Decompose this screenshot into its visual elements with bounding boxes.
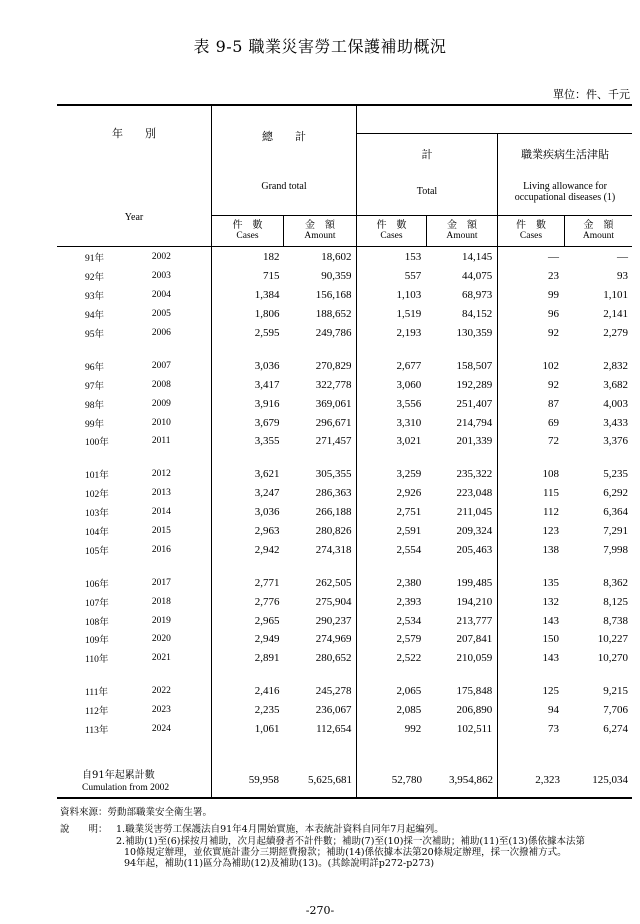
year-header-en: Year bbox=[124, 212, 144, 223]
roc-year: 110年 bbox=[85, 655, 109, 666]
total-amount-cell: 207,841 bbox=[456, 633, 493, 646]
grand-cases-cell: 3,036 bbox=[254, 506, 280, 519]
allowance-amount-cell: 7,706 bbox=[603, 704, 628, 717]
grand-amount-cell: 286,363 bbox=[315, 487, 352, 500]
total-cases-cell: 2,065 bbox=[396, 685, 422, 698]
allowance-amount-cell: 6,274 bbox=[603, 723, 628, 736]
cases-subheader bbox=[498, 220, 564, 242]
ad-year: 2004 bbox=[151, 290, 171, 301]
allowance-amount-cell: 9,215 bbox=[603, 685, 628, 698]
amount-subheader bbox=[284, 220, 356, 242]
allowance-cases-cell: 143 bbox=[542, 614, 560, 627]
table-row bbox=[57, 394, 632, 413]
grand-cases-cell: 1,061 bbox=[254, 723, 280, 736]
cumulative-total-amount: 3,954,862 bbox=[449, 774, 493, 786]
roc-year: 109年 bbox=[85, 636, 109, 647]
grand-cases-cell: 2,235 bbox=[254, 704, 280, 717]
total-cases-cell: 2,926 bbox=[396, 487, 422, 500]
allowance-cases-cell: 72 bbox=[548, 435, 560, 448]
grand-amount-cell: 369,061 bbox=[315, 397, 352, 410]
grand-cases-cell: 3,355 bbox=[254, 435, 280, 448]
amount-zh: 金 額 bbox=[447, 220, 477, 231]
total-amount-cell: 205,463 bbox=[456, 543, 493, 556]
table-row bbox=[57, 592, 632, 611]
total-cases-cell: 2,380 bbox=[396, 576, 422, 589]
roc-year: 103年 bbox=[85, 509, 109, 520]
table-row bbox=[57, 375, 632, 394]
allowance-cases-cell: 108 bbox=[542, 468, 560, 481]
total-amount-cell: 14,145 bbox=[461, 251, 493, 264]
ad-year: 2011 bbox=[151, 436, 171, 447]
allowance-cases-cell: 125 bbox=[542, 685, 560, 698]
roc-year: 104年 bbox=[85, 528, 109, 539]
grand-amount-cell: 236,067 bbox=[315, 704, 352, 717]
grand-cases-cell: 3,417 bbox=[254, 378, 280, 391]
roc-year: 99年 bbox=[85, 419, 105, 430]
allowance-amount-cell: 1,101 bbox=[603, 289, 628, 302]
group-spacer bbox=[57, 559, 632, 573]
allowance-cases-cell: 112 bbox=[542, 506, 560, 519]
roc-year: 98年 bbox=[85, 400, 105, 411]
amount-zh: 金 額 bbox=[583, 220, 614, 231]
ad-year: 2002 bbox=[151, 252, 171, 263]
table-row bbox=[57, 720, 632, 739]
ad-year: 2023 bbox=[151, 705, 171, 716]
allowance-header-en-1: Living allowance for bbox=[523, 181, 607, 192]
table-row bbox=[57, 630, 632, 649]
allowance-cases-cell: 96 bbox=[548, 308, 560, 321]
total-amount-cell: 201,339 bbox=[456, 435, 493, 448]
allowance-amount-cell: 10,227 bbox=[597, 633, 628, 646]
cumulative-label-zh: 自91年起累計數 bbox=[82, 770, 155, 781]
ad-year: 2019 bbox=[151, 615, 171, 626]
cases-zh: 件 數 bbox=[232, 220, 263, 231]
total-amount-cell: 194,210 bbox=[456, 595, 493, 608]
cases-en: Cases bbox=[519, 231, 543, 241]
cases-zh: 件 數 bbox=[376, 220, 407, 231]
total-amount-cell: 68,973 bbox=[461, 289, 493, 302]
ad-year: 2009 bbox=[151, 398, 171, 409]
total-cases-cell: 557 bbox=[404, 270, 422, 283]
grand-amount-cell: 156,168 bbox=[315, 289, 352, 302]
grand-cases-cell: 715 bbox=[263, 270, 280, 283]
roc-year: 106年 bbox=[85, 579, 109, 590]
ad-year: 2008 bbox=[151, 379, 171, 390]
grand-cases-cell: 3,036 bbox=[254, 359, 280, 372]
page-title: 表 9-5 職業災害勞工保護補助概況 bbox=[193, 37, 447, 56]
table-row bbox=[57, 413, 632, 432]
grand-amount-cell: 112,654 bbox=[316, 723, 352, 736]
ad-year: 2012 bbox=[151, 469, 171, 480]
ad-year: 2005 bbox=[151, 309, 171, 320]
table-row bbox=[57, 522, 632, 541]
total-header-en: Total bbox=[416, 186, 438, 197]
header-bottom-rule bbox=[57, 246, 632, 247]
table-row bbox=[57, 484, 632, 503]
allowance-cases-cell: 102 bbox=[542, 359, 560, 372]
grand-amount-cell: 245,278 bbox=[315, 685, 352, 698]
grand-amount-cell: 266,188 bbox=[315, 506, 352, 519]
grand-amount-cell: 274,969 bbox=[315, 633, 352, 646]
allowance-amount-cell: 93 bbox=[617, 270, 628, 283]
ad-year: 2013 bbox=[151, 488, 171, 499]
amount-subheader bbox=[427, 220, 497, 242]
total-cases-cell: 1,519 bbox=[396, 308, 422, 321]
cases-subheader bbox=[357, 220, 426, 242]
ad-year: 2015 bbox=[151, 526, 171, 537]
allowance-amount-cell: 4,003 bbox=[603, 397, 628, 410]
roc-year: 96年 bbox=[85, 362, 105, 373]
cumulative-grand-amount: 5,625,681 bbox=[308, 774, 352, 786]
grand-amount-cell: 322,778 bbox=[315, 378, 352, 391]
top-rule bbox=[57, 104, 632, 106]
allowance-cases-cell: 92 bbox=[548, 327, 560, 339]
cases-subheader bbox=[212, 220, 283, 242]
total-cases-cell: 992 bbox=[404, 723, 422, 736]
notes-label: 說 明： bbox=[60, 824, 108, 835]
grand-cases-cell: 2,771 bbox=[254, 576, 280, 589]
allowance-cases-cell: 23 bbox=[548, 270, 560, 283]
allowance-cases-cell: 135 bbox=[542, 576, 560, 589]
ad-year: 2003 bbox=[151, 271, 171, 282]
source-note: 資料來源：勞動部職業安全衛生署。 bbox=[60, 807, 213, 818]
total-cases-cell: 2,579 bbox=[396, 633, 422, 646]
group-spacer bbox=[57, 451, 632, 465]
page-number: -270- bbox=[305, 904, 335, 917]
note-line: 10條規定辦理，並依實施計畫分三期經費撥款；補助(14)係依據本法第20條規定辦理，採一次撥補方式。 bbox=[124, 847, 567, 858]
total-amount-cell: 130,359 bbox=[456, 327, 493, 339]
roc-year: 95年 bbox=[85, 330, 105, 340]
ad-year: 2007 bbox=[151, 360, 171, 371]
grand-amount-cell: 90,359 bbox=[321, 270, 352, 283]
allowance-cases-cell: 69 bbox=[548, 416, 560, 429]
cumulative-grand-cases: 59,958 bbox=[248, 774, 279, 786]
roc-year: 113年 bbox=[85, 726, 109, 737]
total-cases-cell: 2,085 bbox=[396, 704, 422, 717]
allowance-cases-cell: 150 bbox=[542, 633, 560, 646]
ad-year: 2021 bbox=[151, 653, 171, 664]
table-row bbox=[57, 286, 632, 305]
amount-subheader bbox=[565, 220, 632, 242]
ad-year: 2017 bbox=[151, 577, 171, 588]
table-row bbox=[57, 305, 632, 324]
roc-year: 97年 bbox=[85, 381, 105, 392]
roc-year: 107年 bbox=[85, 598, 109, 609]
total-amount-cell: 223,048 bbox=[456, 487, 493, 500]
grand-amount-cell: 280,652 bbox=[315, 652, 352, 665]
total-cases-cell: 2,522 bbox=[396, 652, 422, 665]
table-row bbox=[57, 503, 632, 522]
roc-year: 100年 bbox=[85, 438, 109, 449]
total-amount-cell: 175,848 bbox=[456, 685, 493, 698]
roc-year: 91年 bbox=[85, 254, 105, 265]
grand-amount-cell: 296,671 bbox=[315, 416, 352, 429]
total-amount-cell: 102,511 bbox=[456, 723, 493, 736]
data-table bbox=[57, 248, 632, 738]
allowance-amount-cell: 7,291 bbox=[603, 525, 628, 538]
total-amount-cell: 158,507 bbox=[456, 359, 493, 372]
note-line: 1.職業災害勞工保護法自91年4月開始實施，本表統計資料自同年7月起編列。 bbox=[116, 824, 444, 835]
grand-amount-cell: 18,602 bbox=[321, 251, 352, 264]
total-amount-cell: 235,322 bbox=[456, 468, 493, 481]
allowance-amount-cell: 7,998 bbox=[603, 543, 628, 556]
grand-cases-cell: 3,247 bbox=[254, 487, 280, 500]
total-cases-cell: 3,021 bbox=[396, 435, 422, 448]
grand-amount-cell: 249,786 bbox=[315, 327, 352, 339]
allowance-amount-cell: 2,141 bbox=[603, 308, 628, 321]
cumulative-allowance-cases: 2,323 bbox=[535, 774, 560, 786]
roc-year: 101年 bbox=[85, 471, 109, 482]
total-amount-cell: 192,289 bbox=[456, 378, 493, 391]
grand-cases-cell: 1,806 bbox=[254, 308, 280, 321]
grand-amount-cell: 270,829 bbox=[315, 359, 352, 372]
ad-year: 2024 bbox=[151, 724, 171, 735]
total-amount-cell: 251,407 bbox=[456, 397, 493, 410]
allowance-cases-cell: 123 bbox=[542, 525, 560, 538]
table-row bbox=[57, 649, 632, 668]
allowance-amount-cell: 10,270 bbox=[597, 652, 628, 665]
allowance-amount-cell: 3,376 bbox=[603, 435, 628, 448]
allowance-cases-cell: 115 bbox=[542, 487, 560, 500]
allowance-amount-cell: 5,235 bbox=[603, 468, 628, 481]
allowance-cases-cell: 143 bbox=[542, 652, 560, 665]
allowance-cases-cell: 92 bbox=[548, 378, 560, 391]
roc-year: 92年 bbox=[85, 273, 105, 284]
group-rule bbox=[357, 133, 632, 134]
allowance-cases-cell: 138 bbox=[542, 543, 560, 556]
allowance-cases-cell: — bbox=[548, 251, 560, 264]
note-line: 2.補助(1)至(6)採按月補助，次月起續發者不計件數；補助(7)至(10)採一次補助；補助(11)至(13)係依據本法第 bbox=[116, 836, 585, 847]
ad-year: 2010 bbox=[151, 417, 171, 428]
grand-cases-cell: 2,416 bbox=[254, 685, 280, 698]
note-line: 94年起，補助(11)區分為補助(12)及補助(13)。(其餘說明詳p272-p273) bbox=[124, 858, 435, 869]
allowance-amount-cell: 2,279 bbox=[603, 327, 628, 339]
grand-cases-cell: 2,891 bbox=[254, 652, 280, 665]
grand-amount-cell: 188,652 bbox=[315, 308, 352, 321]
total-amount-cell: 209,324 bbox=[456, 525, 493, 538]
total-amount-cell: 213,777 bbox=[456, 614, 493, 627]
grand-cases-cell: 3,621 bbox=[254, 468, 280, 481]
allowance-cases-cell: 87 bbox=[548, 397, 560, 410]
grand-cases-cell: 2,595 bbox=[254, 327, 280, 339]
allowance-cases-cell: 99 bbox=[548, 289, 560, 302]
total-cases-cell: 3,060 bbox=[396, 378, 422, 391]
amount-en: Amount bbox=[304, 231, 336, 241]
total-cases-cell: 2,751 bbox=[396, 506, 422, 519]
total-cases-cell: 2,677 bbox=[396, 359, 422, 372]
roc-year: 93年 bbox=[85, 292, 105, 303]
cases-en: Cases bbox=[380, 231, 403, 241]
total-amount-cell: 84,152 bbox=[461, 308, 493, 321]
total-cases-cell: 2,193 bbox=[396, 327, 422, 339]
allowance-header: 職業疾病生活津貼 bbox=[521, 148, 609, 161]
roc-year: 111年 bbox=[85, 688, 109, 699]
table-body bbox=[57, 248, 632, 738]
grand-amount-cell: 262,505 bbox=[315, 576, 352, 589]
grand-cases-cell: 2,949 bbox=[254, 633, 280, 646]
allowance-amount-cell: 6,292 bbox=[603, 487, 628, 500]
total-cases-cell: 2,591 bbox=[396, 525, 422, 538]
allowance-cases-cell: 132 bbox=[542, 595, 560, 608]
ad-year: 2018 bbox=[151, 596, 171, 607]
grand-amount-cell: 280,826 bbox=[315, 525, 352, 538]
total-amount-cell: 214,794 bbox=[456, 416, 493, 429]
allowance-amount-cell: 8,125 bbox=[603, 595, 628, 608]
grand-cases-cell: 2,963 bbox=[254, 525, 280, 538]
total-amount-cell: 199,485 bbox=[456, 576, 493, 589]
cumulative-total-cases: 52,780 bbox=[391, 774, 422, 786]
table-row bbox=[57, 432, 632, 451]
roc-year: 94年 bbox=[85, 311, 105, 322]
ad-year: 2006 bbox=[151, 328, 171, 338]
table-row bbox=[57, 540, 632, 559]
total-cases-cell: 2,393 bbox=[396, 595, 422, 608]
total-cases-cell: 153 bbox=[404, 251, 422, 264]
roc-year: 105年 bbox=[85, 546, 109, 557]
total-amount-cell: 210,059 bbox=[456, 652, 493, 665]
year-header: 年 別 bbox=[112, 127, 156, 140]
grand-total-header-en: Grand total bbox=[261, 181, 307, 192]
table-row bbox=[57, 573, 632, 592]
ad-year: 2020 bbox=[151, 634, 171, 645]
total-cases-cell: 3,556 bbox=[396, 397, 422, 410]
allowance-amount-cell: 3,433 bbox=[603, 416, 628, 429]
total-cases-cell: 1,103 bbox=[396, 289, 422, 302]
allowance-amount-cell: 3,682 bbox=[603, 378, 628, 391]
table-row bbox=[57, 324, 632, 343]
ad-year: 2022 bbox=[151, 686, 171, 697]
grand-amount-cell: 290,237 bbox=[315, 614, 352, 627]
cumulative-label-en: Cumulation from 2002 bbox=[82, 783, 170, 793]
table-row bbox=[57, 267, 632, 286]
total-cases-cell: 3,310 bbox=[396, 416, 422, 429]
total-cases-cell: 3,259 bbox=[396, 468, 422, 481]
table-row bbox=[57, 248, 632, 267]
table-row bbox=[57, 682, 632, 701]
cases-zh: 件 數 bbox=[516, 220, 546, 231]
grand-cases-cell: 2,965 bbox=[254, 614, 280, 627]
group-spacer bbox=[57, 342, 632, 356]
grand-total-header: 總 計 bbox=[262, 130, 306, 143]
cumulative-values bbox=[212, 774, 632, 790]
ad-year: 2014 bbox=[151, 507, 171, 518]
roc-year: 112年 bbox=[85, 707, 109, 718]
allowance-header-en-2: occupational diseases (1) bbox=[514, 192, 616, 203]
group-spacer bbox=[57, 668, 632, 682]
total-cases-cell: 2,554 bbox=[396, 543, 422, 556]
allowance-cases-cell: 94 bbox=[548, 704, 560, 717]
allowance-amount-cell: 6,364 bbox=[603, 506, 628, 519]
allowance-amount-cell: — bbox=[617, 251, 628, 264]
table-row bbox=[57, 701, 632, 720]
table-row bbox=[57, 356, 632, 375]
total-cases-cell: 2,534 bbox=[396, 614, 422, 627]
bottom-rule bbox=[57, 797, 632, 799]
roc-year: 108年 bbox=[85, 617, 109, 628]
total-amount-cell: 44,075 bbox=[461, 270, 493, 283]
cumulative-label bbox=[82, 770, 169, 794]
amount-en: Amount bbox=[446, 231, 478, 241]
table-row bbox=[57, 465, 632, 484]
grand-cases-cell: 2,942 bbox=[254, 543, 280, 556]
allowance-amount-cell: 2,832 bbox=[603, 359, 628, 372]
allowance-amount-cell: 8,362 bbox=[603, 576, 628, 589]
amount-zh: 金 額 bbox=[305, 220, 335, 231]
total-header: 計 bbox=[421, 148, 433, 161]
unit-label: 單位：件、千元 bbox=[553, 88, 630, 101]
grand-cases-cell: 182 bbox=[263, 251, 280, 264]
grand-amount-cell: 271,457 bbox=[315, 435, 352, 448]
grand-amount-cell: 305,355 bbox=[315, 468, 352, 481]
cumulative-allowance-amount: 125,034 bbox=[592, 774, 628, 786]
grand-cases-cell: 1,384 bbox=[254, 289, 280, 302]
grand-amount-cell: 275,904 bbox=[315, 595, 352, 608]
roc-year: 102年 bbox=[85, 490, 109, 501]
allowance-cases-cell: 73 bbox=[548, 723, 560, 736]
grand-cases-cell: 2,776 bbox=[254, 595, 280, 608]
amount-en: Amount bbox=[582, 231, 615, 241]
grand-cases-cell: 3,679 bbox=[254, 416, 280, 429]
total-amount-cell: 206,890 bbox=[456, 704, 493, 717]
subheader-rule bbox=[212, 215, 632, 216]
allowance-amount-cell: 8,738 bbox=[603, 614, 628, 627]
table-row bbox=[57, 611, 632, 630]
grand-amount-cell: 274,318 bbox=[315, 543, 352, 556]
grand-cases-cell: 3,916 bbox=[254, 397, 280, 410]
cases-en: Cases bbox=[236, 231, 259, 241]
ad-year: 2016 bbox=[151, 544, 171, 555]
total-amount-cell: 211,045 bbox=[456, 506, 493, 519]
